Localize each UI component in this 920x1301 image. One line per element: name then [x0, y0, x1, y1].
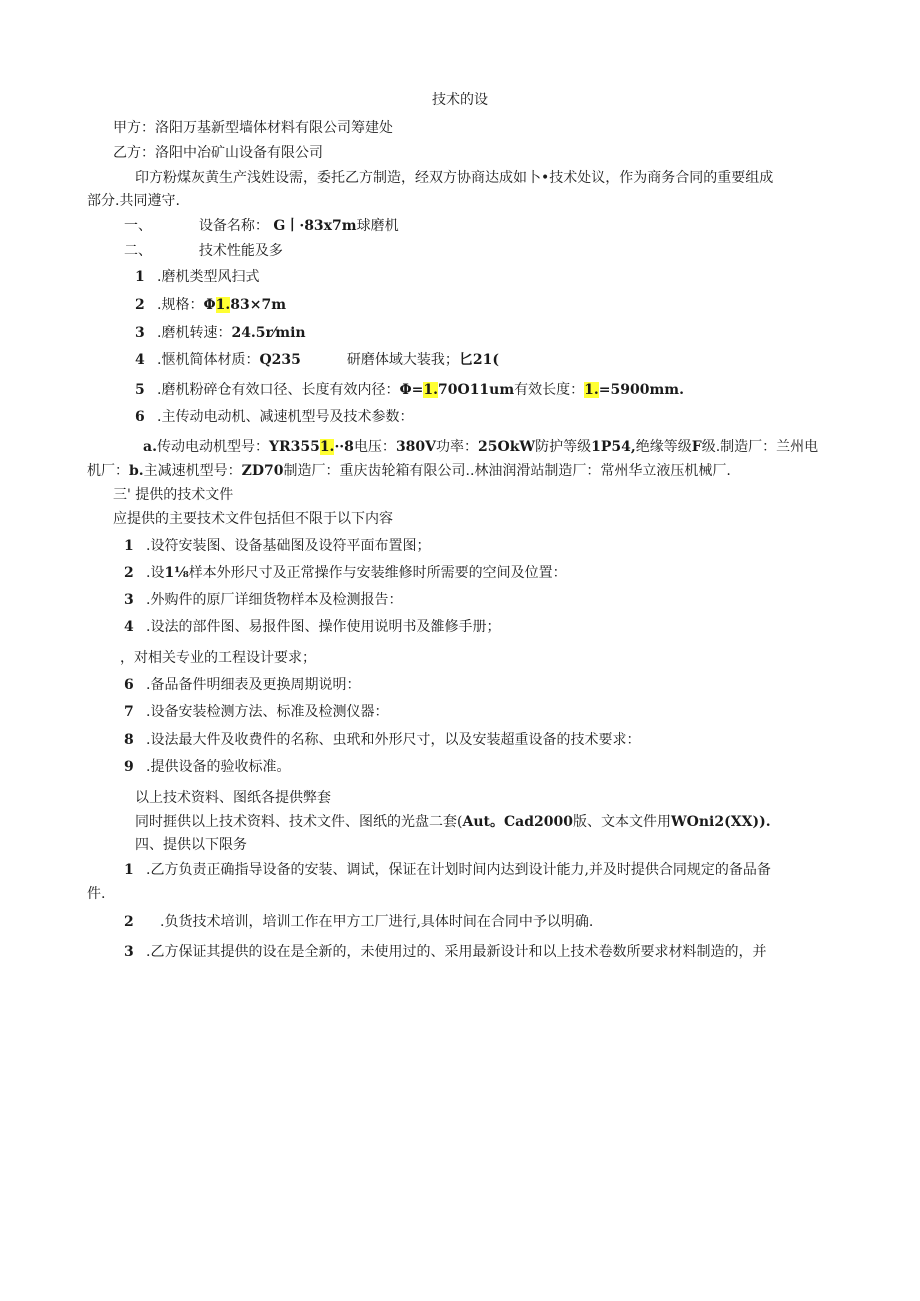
item-number: 4 [124, 619, 134, 635]
doc-item-1 [124, 536, 430, 556]
motor-protection: 1P54, [591, 439, 636, 455]
motor-text: 防护等级 [535, 439, 592, 455]
perf-item-5 [135, 380, 684, 400]
item-number: 3 [124, 944, 134, 960]
section-1-value: G丨·83x7m [273, 218, 357, 234]
doc-item-5 [120, 648, 316, 668]
intro-line-1: 印方粉煤灰黄生产浅姓设需，委托乙方制造，经双方协商达成如卜•技术处议，作为商务合同的重要组成 [135, 170, 774, 186]
highlight-mark: 1. [423, 382, 439, 398]
perf-item-1 [135, 267, 259, 287]
item-number: 4 [135, 352, 145, 368]
motor-text: 制造厂：重庆齿轮箱有限公司..林油润滑站制造厂：常州华立液压机械厂. [283, 463, 731, 479]
highlight-mark: 1. [215, 297, 231, 313]
item-text: .乙方负责正确指导设备的安装、调试，保证在计划时间内达到设计能力,并及时提供合同规定的备品备 [146, 862, 771, 878]
section-1 [124, 216, 399, 236]
item-text: .备品备件明细表及更换周期说明： [146, 677, 361, 693]
section-1-label: 设备名称： [198, 218, 269, 234]
perf-item-4 [135, 350, 499, 370]
section-2-number: 二、 [124, 243, 152, 259]
section-3-heading: 三' 提供的技术文件 [113, 487, 234, 503]
motor-insulation: F [691, 439, 702, 455]
item-text: .提供设备的验收标准。 [146, 759, 291, 775]
highlight-mark: 1. [584, 382, 599, 398]
party-a: 甲方：洛阳万基新型墙体材料有限公司筹建处 [113, 120, 393, 136]
cad-version: Aut。Cad2000 [462, 814, 573, 830]
item-text: .磨机粉碎仓有效口径、长度有效内径： [157, 382, 400, 398]
item-text: .磨机类型风扫式 [157, 269, 260, 285]
copies-text: 版、文本文件用 [572, 814, 671, 830]
perf-item-6 [135, 407, 413, 427]
item-text: .磨机转速： [157, 325, 232, 341]
motor-a-label: a. [143, 439, 157, 455]
motor-text: 绝缘等级 [635, 439, 692, 455]
service-item-3 [124, 942, 766, 962]
doc-item-3 [124, 590, 402, 610]
item-text: .设法的部件图、易报件图、操作使用说明书及雒修手册； [146, 619, 501, 635]
item-number: 5 [135, 382, 145, 398]
spec-phi: Φ [203, 297, 216, 313]
motor-b-label: b. [129, 463, 144, 479]
item-text: .设 [146, 565, 165, 581]
section-1-number: 一、 [124, 218, 152, 234]
section-2 [124, 241, 283, 261]
item-text: .负货技术培训，培训工作在甲方工厂进行,具体时间在合同中予以明确. [160, 914, 594, 930]
item-number: 9 [124, 759, 134, 775]
media-label: 研磨体域大装我； [346, 352, 459, 368]
copies-line-1: 以上技术资料、图纸各提供弊套 [135, 790, 331, 806]
copies-line-2 [135, 812, 771, 832]
motor-model: YR355 [268, 439, 320, 455]
item-text: .设符安装图、设备基础图及设符平面布置图； [146, 538, 431, 554]
item-text: .外购件的原厂详细货物样本及检测报告： [146, 592, 403, 608]
item-number: 1 [124, 862, 134, 878]
doc-item-6 [124, 675, 360, 695]
motor-line-2 [87, 461, 731, 481]
section-1-suffix: 球磨机 [356, 218, 399, 234]
section-4-heading: 四、提供以下限务 [135, 837, 247, 853]
item-number: 2 [135, 297, 145, 313]
highlight-mark: 1. [319, 439, 335, 455]
motor-line-1 [143, 437, 818, 457]
party-b: 乙方：洛阳中冶矿山设备有限公司 [113, 145, 323, 161]
section-3-sub: 应提供的主要技术文件包括但不限于以下内容 [113, 511, 393, 527]
item-text: .规格： [157, 297, 204, 313]
media-value: 匕21( [458, 352, 499, 368]
item-text: .乙方保证其提供的设在是全新的，未使用过的、采用最新设计和以上技术卷数所要求材料制造的，并 [146, 944, 767, 960]
diameter-phi: Φ= [399, 382, 424, 398]
copies-text: 同时捱供以上技术资料、技术文件、图纸的光盘二套( [135, 814, 463, 830]
item-text: .设备安装检测方法、标准及检测仪器： [146, 704, 389, 720]
doc-item-2 [124, 563, 567, 583]
item-bold: 1⅛ [164, 565, 189, 581]
item-text: .惬机简体材质： [157, 352, 260, 368]
motor-voltage: 380V [395, 439, 437, 455]
word-version: WOni2(XX)). [670, 814, 771, 830]
material-value: Q235 [259, 352, 301, 368]
diameter-value: 70O11um [438, 382, 515, 398]
length-label: 有效长度： [514, 382, 585, 398]
section-2-label: 技术性能及多 [198, 243, 283, 259]
item-number: 8 [124, 732, 134, 748]
item-number: 1 [124, 538, 134, 554]
doc-item-7 [124, 702, 388, 722]
speed-value: 24.5r⁄min [231, 325, 306, 341]
motor-text: 级.制造厂：兰州电 [701, 439, 819, 455]
motor-text: 主减速机型号： [143, 463, 242, 479]
item-number: 1 [135, 269, 145, 285]
reducer-model: ZD70 [241, 463, 284, 479]
service-item-2 [124, 912, 593, 932]
motor-text: 机厂： [87, 463, 129, 479]
service-item-1 [124, 860, 771, 880]
document-title: 技术的设 [432, 92, 488, 108]
motor-model-suffix: ··8 [334, 439, 354, 455]
motor-text: 功率： [436, 439, 479, 455]
doc-item-8 [124, 730, 640, 750]
item-number: 3 [124, 592, 134, 608]
motor-text: 传动电动机型号： [156, 439, 269, 455]
doc-item-4 [124, 617, 500, 637]
item-number: 3 [135, 325, 145, 341]
spec-value: 83×7m [230, 297, 287, 313]
length-value: =5900mm. [598, 382, 684, 398]
intro-line-2: 部分.共同遵守. [87, 193, 180, 209]
doc-item-9 [124, 757, 290, 777]
item-text: .主传动电动机、减速机型号及技术参数： [157, 409, 414, 425]
item-number: 7 [124, 704, 134, 720]
item-number: 2 [124, 914, 134, 930]
perf-item-3 [135, 323, 306, 343]
item-text: ，对相关专业的工程设计要求； [120, 650, 316, 666]
motor-text: 电压： [353, 439, 396, 455]
item-number: 6 [135, 409, 145, 425]
item-text: .设法最大件及收费件的名称、虫玳和外形尺寸，以及安装超重设备的技术要求： [146, 732, 641, 748]
item-number: 6 [124, 677, 134, 693]
motor-power: 25OkW [478, 439, 536, 455]
item-text: 样本外形尺寸及正常操作与安装维修时所需要的空间及位置： [188, 565, 567, 581]
perf-item-2 [135, 295, 286, 315]
service-item-1-continued: 件. [87, 886, 106, 902]
item-number: 2 [124, 565, 134, 581]
